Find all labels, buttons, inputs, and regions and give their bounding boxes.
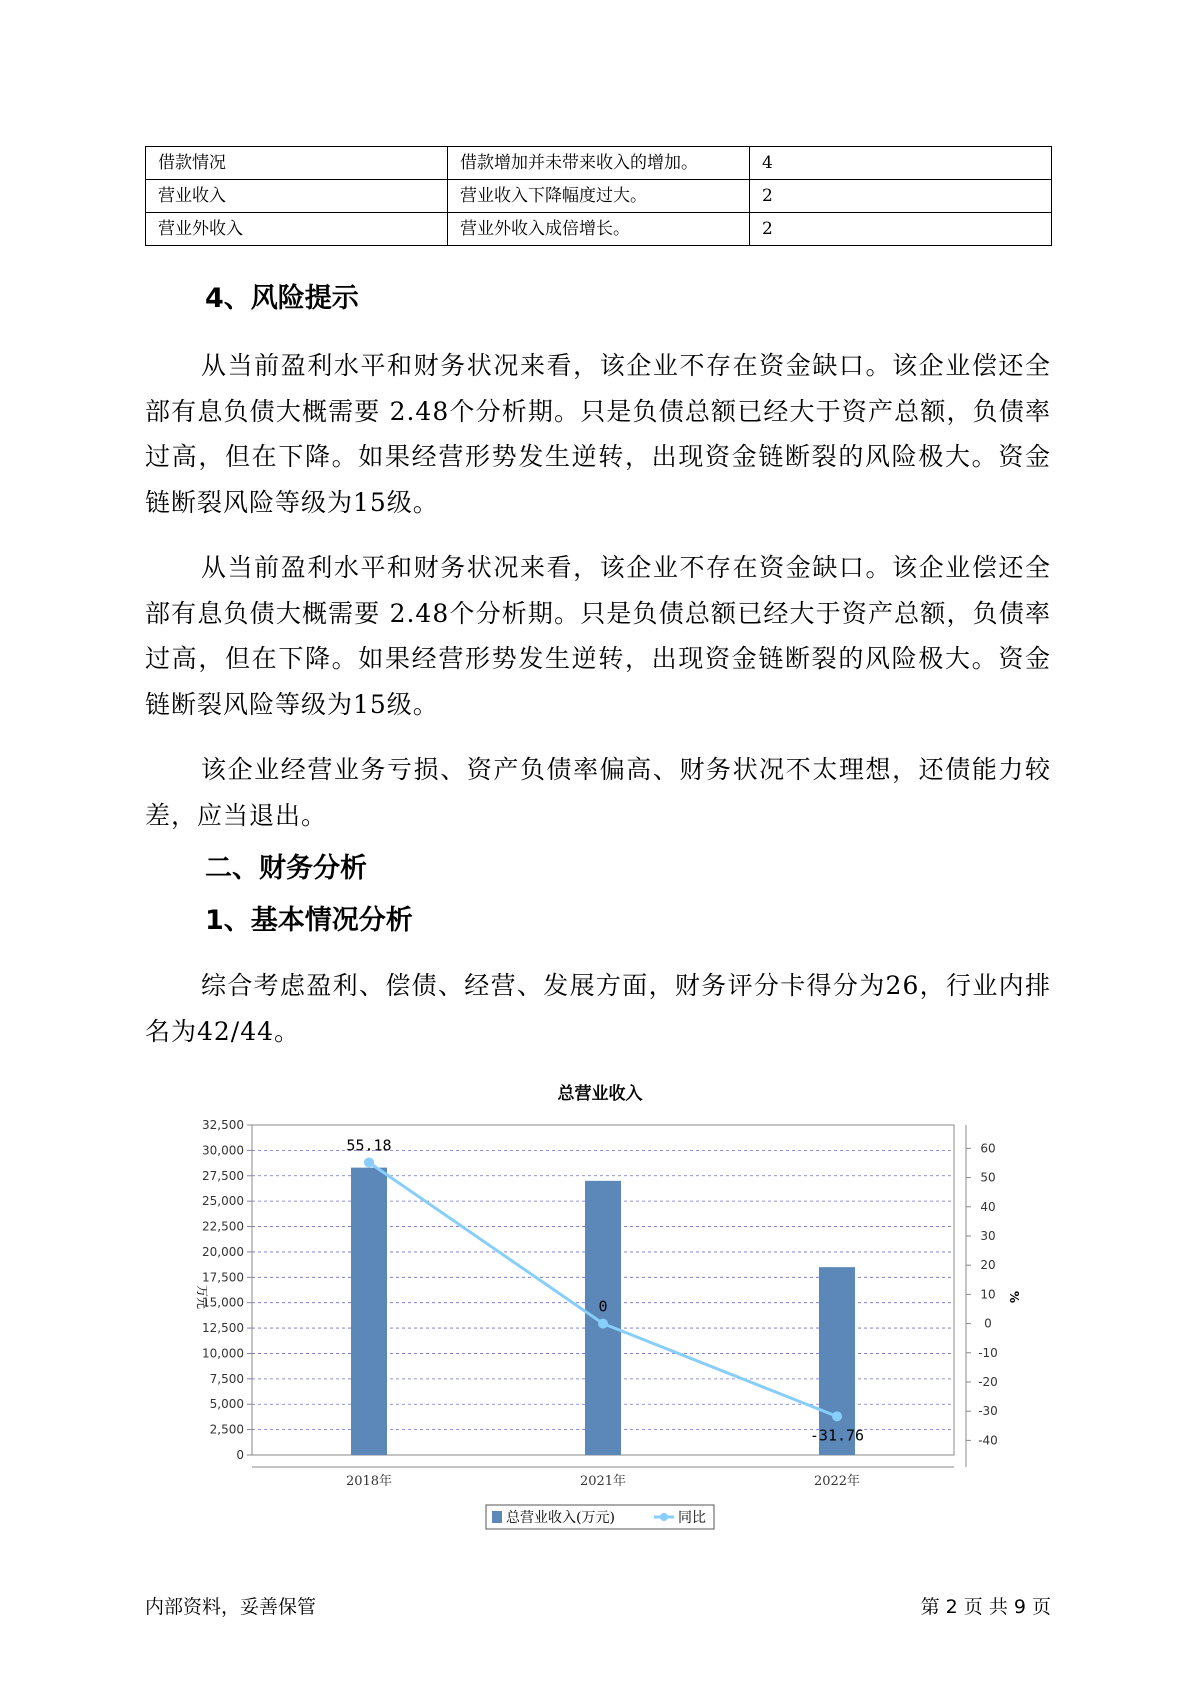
y-tick-label: 12,500: [202, 1321, 244, 1336]
risk-paragraph-1: 从当前盈利水平和财务状况来看，该企业不存在资金缺口。该企业偿还全部有息负债大概需要 2.48个分析期。只是负债总额已经大于资产总额，负债率过高，但在下降。如果经营形势发生逆转，出现资金链断裂的风险极大。资金链断裂风险等级为15级。: [145, 351, 1051, 517]
table-cell-score: 2: [750, 180, 1052, 213]
y2-tick-label: -10: [978, 1345, 998, 1360]
y2-tick-label: -30: [978, 1404, 998, 1419]
table-cell-score: 4: [750, 147, 1052, 180]
bar: [585, 1181, 621, 1455]
y2-tick-label: 10: [980, 1287, 996, 1302]
y-tick-label: 25,000: [202, 1194, 244, 1209]
y-tick-label: 30,000: [202, 1143, 244, 1158]
bar: [351, 1168, 387, 1455]
legend-line-marker: [660, 1513, 668, 1521]
chart-title: 总营业收入: [557, 1084, 643, 1104]
x-tick-label: 2021年: [579, 1474, 627, 1489]
basic-analysis-heading: 1、基本情况分析: [205, 905, 413, 936]
y-tick-label: 2,500: [209, 1422, 244, 1437]
y2-tick-label: 20: [980, 1258, 996, 1273]
data-label: -31.76: [809, 1426, 865, 1445]
y-tick-label: 17,500: [202, 1270, 244, 1285]
risk-table: [145, 146, 1052, 246]
y-tick-label: 22,500: [202, 1219, 244, 1234]
risk-paragraph-2: 从当前盈利水平和财务状况来看，该企业不存在资金缺口。该企业偿还全部有息负债大概需要 2.48个分析期。只是负债总额已经大于资产总额，负债率过高，但在下降。如果经营形势发生逆转，出现资金链断裂的风险极大。资金链断裂风险等级为15级。: [145, 553, 1051, 719]
risk-paragraph-3: 该企业经营业务亏损、资产负债率偏高、财务状况不太理想，还债能力较差，应当退出。: [145, 755, 1051, 830]
table-cell-score: 2: [750, 213, 1052, 246]
footer-page-number: 第 2 页 共 9 页: [920, 1596, 1051, 1618]
legend-bar-swatch: [492, 1511, 502, 1523]
y2-tick-label: 50: [980, 1170, 996, 1185]
y-tick-label: 20,000: [202, 1244, 244, 1259]
x-axis-labels: [252, 1467, 954, 1489]
table-cell-item: 营业收入: [146, 180, 448, 213]
y-tick-label: 10,000: [202, 1346, 244, 1361]
y-tick-label: 32,500: [202, 1118, 244, 1132]
y2-tick-label: 40: [980, 1199, 996, 1214]
y-tick-label: 5,000: [209, 1397, 244, 1412]
yoy-point: [364, 1157, 374, 1167]
table-cell-item: 营业外收入: [146, 213, 448, 246]
y2-axis-label: %: [1007, 1290, 1021, 1304]
risk-heading: 4、风险提示: [205, 283, 359, 314]
y-tick-label: 0: [236, 1448, 244, 1462]
legend-bar-label: 总营业收入(万元): [506, 1510, 615, 1526]
revenue-chart: [170, 1075, 1030, 1545]
y-tick-label: 7,500: [209, 1371, 244, 1386]
y2-tick-label: 30: [980, 1228, 996, 1243]
finance-paragraph-1: 综合考虑盈利、偿债、经营、发展方面，财务评分卡得分为26，行业内排名为42/44。: [145, 971, 1051, 1046]
y2-tick-label: 60: [980, 1141, 996, 1156]
footer-confidential: 内部资料，妥善保管: [145, 1596, 317, 1618]
y2-axis-ticks: [966, 1141, 998, 1447]
table-row: [146, 213, 1052, 246]
table-row: [146, 147, 1052, 180]
yoy-point: [598, 1319, 608, 1329]
finance-heading: 二、财务分析: [205, 853, 367, 884]
y-tick-label: 27,500: [202, 1168, 244, 1183]
table-cell-desc: 营业收入下降幅度过大。: [448, 180, 750, 213]
y2-tick-label: -20: [978, 1374, 998, 1389]
y2-tick-label: 0: [984, 1316, 992, 1331]
x-tick-label: 2018年: [345, 1474, 393, 1489]
table-cell-item: 借款情况: [146, 147, 448, 180]
yoy-point: [832, 1411, 842, 1421]
legend: [486, 1505, 714, 1529]
y2-tick-label: -40: [978, 1433, 998, 1448]
data-label: 0: [598, 1297, 608, 1316]
y-axis-label: 万元: [195, 1284, 209, 1310]
x-tick-label: 2022年: [813, 1474, 861, 1489]
table-cell-desc: 借款增加并未带来收入的增加。: [448, 147, 750, 180]
y-tick-label: 15,000: [202, 1295, 244, 1310]
legend-line-label: 同比: [678, 1510, 706, 1526]
data-label: 55.18: [346, 1136, 392, 1155]
table-row: [146, 180, 1052, 213]
table-cell-desc: 营业外收入成倍增长。: [448, 213, 750, 246]
